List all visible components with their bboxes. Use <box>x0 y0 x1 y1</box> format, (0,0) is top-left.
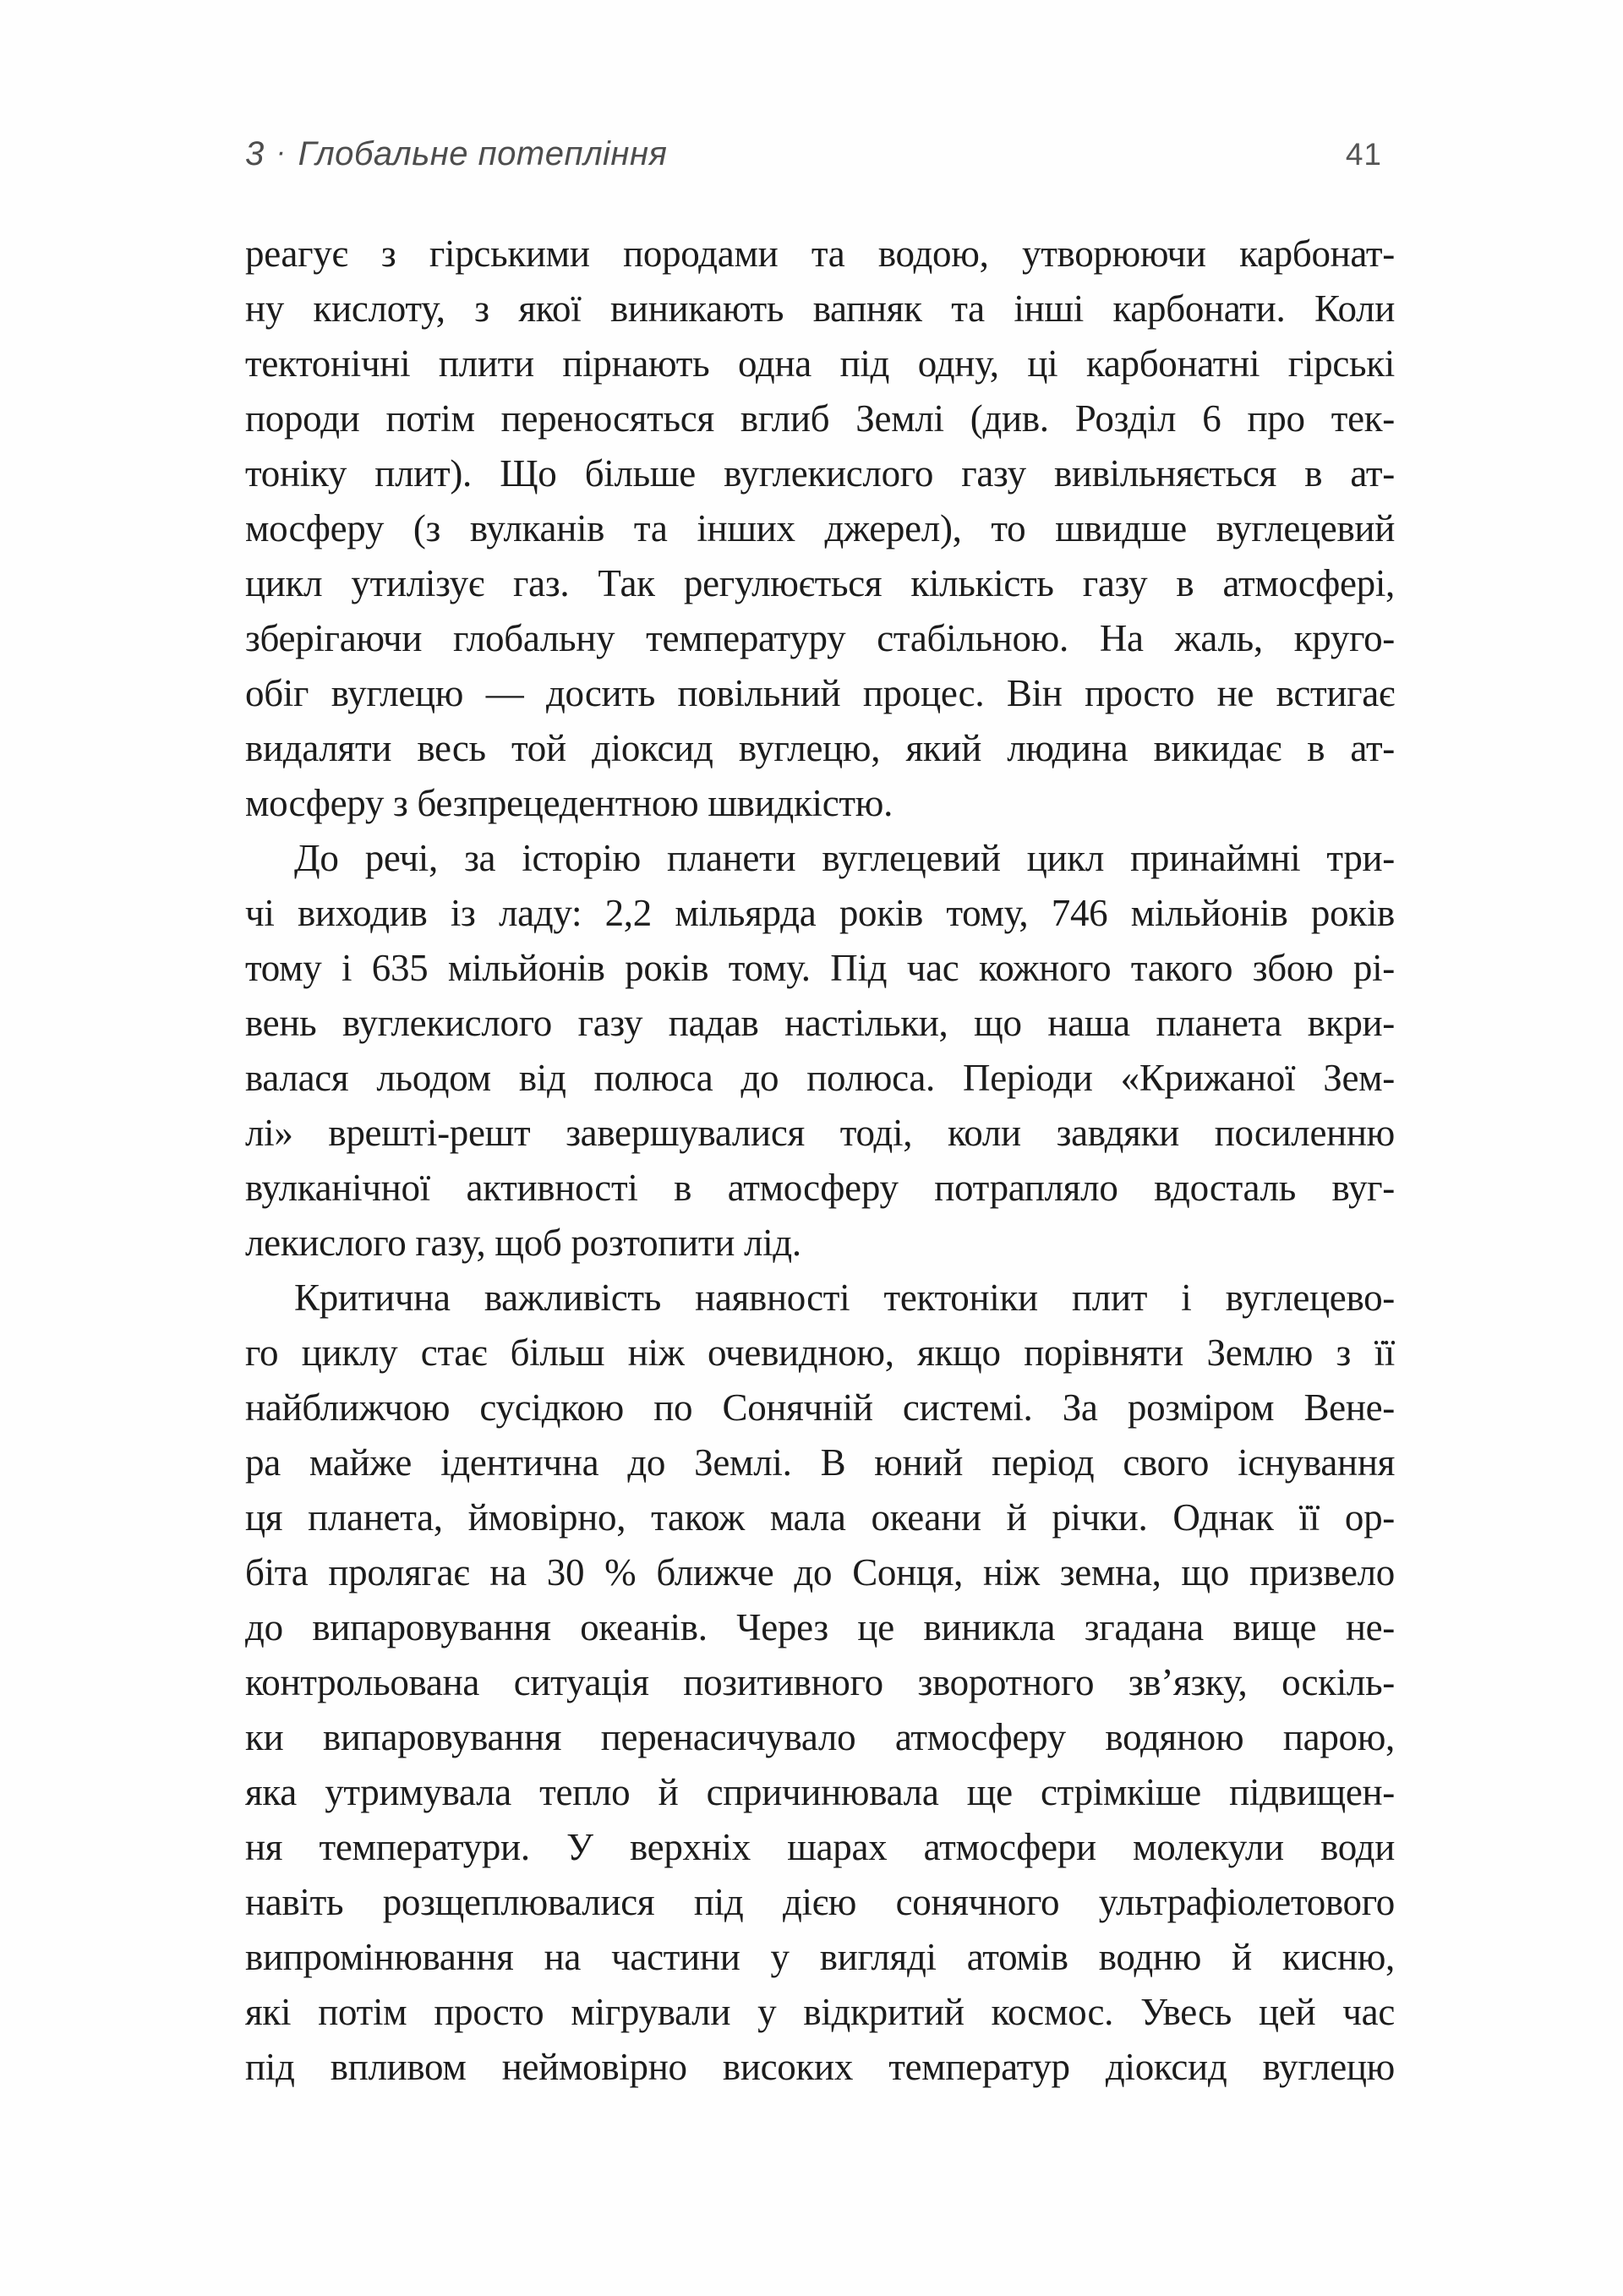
paragraph <box>245 831 1395 1271</box>
paragraph <box>245 227 1395 831</box>
text-line: До речі, за історію планети вуглецевий цикл принаймні три- <box>294 837 1395 879</box>
text-line: ня температури. У верхніх шарах атмосфери молекули води <box>245 1826 1395 1868</box>
text-line: навіть розщеплювалися під дією сонячного ультрафіолетового <box>245 1881 1395 1923</box>
text-line: мосферу з безпрецедентною швидкістю. <box>245 782 893 824</box>
text-line: го циклу стає більш ніж очевидною, якщо порівняти Землю з її <box>245 1331 1395 1374</box>
text-line: найближчою сусідкою по Сонячній системі. За розміром Вене- <box>245 1386 1395 1429</box>
page-number: 41 <box>1345 137 1382 172</box>
text-line: валася льодом від полюса до полюса. Періоди «Крижаної Зем- <box>245 1057 1395 1099</box>
text-line: ра майже ідентична до Землі. В юний період свого існування <box>245 1441 1395 1484</box>
text-line: ця планета, ймовірно, також мала океани й річки. Однак її ор- <box>245 1496 1395 1539</box>
text-line: лекислого газу, щоб розтопити лід. <box>245 1222 801 1264</box>
text-line: під впливом неймовірно високих температур діоксид вуглецю <box>245 2046 1395 2088</box>
text-line: яка утримувала тепло й спричинювала ще стрімкіше підвищен- <box>245 1771 1395 1813</box>
text-line: до випаровування океанів. Через це виникла згадана вище не- <box>245 1606 1395 1648</box>
text-line: тектонічні плити пірнають одна під одну, ці карбонатні гірські <box>245 342 1395 385</box>
text-line: чі виходив із ладу: 2,2 мільярда років тому, 746 мільйонів років <box>245 892 1395 934</box>
text-line: Критична важливість наявності тектоніки плит і вуглецево- <box>294 1276 1395 1319</box>
text-line: породи потім переносяться вглиб Землі (див. Розділ 6 про тек- <box>245 397 1395 440</box>
text-line: лі» врешті-решт завершувалися тоді, коли завдяки посиленню <box>245 1112 1395 1154</box>
text-line: які потім просто мігрували у відкритий космос. Увесь цей час <box>245 1991 1395 2033</box>
paragraph <box>245 1271 1395 2095</box>
chapter-title: Глобальне потепління <box>298 135 668 172</box>
text-line: тому і 635 мільйонів років тому. Під час кожного такого збою рі- <box>245 947 1395 989</box>
chapter-heading <box>245 134 667 176</box>
text-line: тоніку плит). Що більше вуглекислого газу вивільняється в ат- <box>245 452 1395 495</box>
text-line: зберігаючи глобальну температуру стабільною. На жаль, круго- <box>245 617 1395 659</box>
text-line: вень вуглекислого газу падав настільки, що наша планета вкри- <box>245 1002 1395 1044</box>
text-line: вулканічної активності в атмосферу потрапляло вдосталь вуг- <box>245 1167 1395 1209</box>
chapter-separator-dot: · <box>276 136 287 168</box>
page-header <box>245 134 1382 176</box>
text-line: ну кислоту, з якої виникають вапняк та інші карбонати. Коли <box>245 287 1395 330</box>
text-line: контрольована ситуація позитивного зворотного зв’язку, оскіль- <box>245 1661 1395 1703</box>
text-line: мосферу (з вулканів та інших джерел), то швидше вуглецевий <box>245 507 1395 549</box>
text-line: цикл утилізує газ. Так регулюється кількість газу в атмосфері, <box>245 562 1395 604</box>
chapter-number: 3 <box>245 135 265 172</box>
text-line: обіг вуглецю — досить повільний процес. Він просто не встигає <box>245 672 1395 714</box>
text-line: ки випаровування перенасичувало атмосферу водяною парою, <box>245 1716 1395 1758</box>
body-text <box>245 227 1395 2095</box>
text-line: реагує з гірськими породами та водою, утворюючи карбонат- <box>245 232 1395 275</box>
text-line: випромінювання на частини у вигляді атомів водню й кисню, <box>245 1936 1395 1978</box>
text-line: видаляти весь той діоксид вуглецю, який людина викидає в ат- <box>245 727 1395 769</box>
text-line: біта пролягає на 30 % ближче до Сонця, ніж земна, що призвело <box>245 1551 1395 1594</box>
